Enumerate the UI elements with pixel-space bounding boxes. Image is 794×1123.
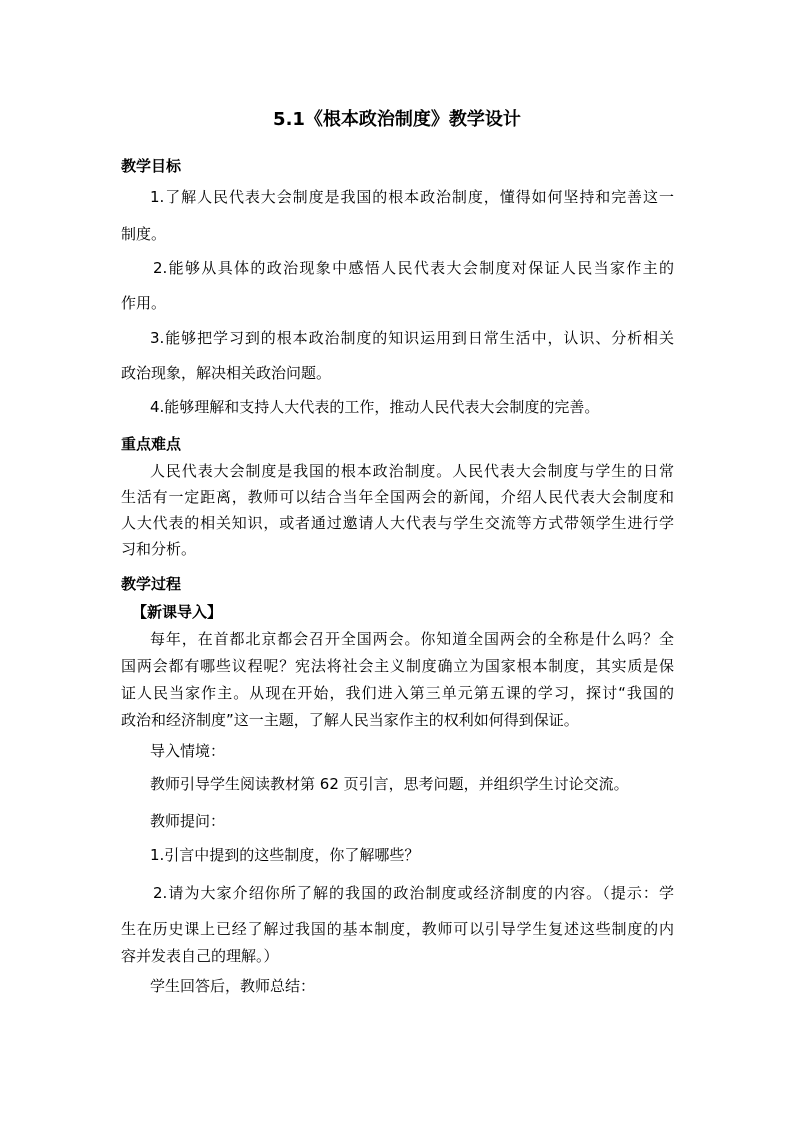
question-2-line-1: 2.请为大家介绍你所了解的我国的政治制度或经济制度的内容。（提示：学 (153, 884, 674, 902)
goal-2-line-2: 作用。 (121, 294, 167, 312)
teacher-question-label: 教师提问： (150, 812, 226, 830)
goal-3-line-1: 3.能够把学习到的根本政治制度的知识运用到日常生活中，认识、分析相关 (150, 329, 674, 347)
intro-situation-label: 导入情境： (150, 742, 226, 760)
intro-paragraph-line-3: 证人民当家作主。从现在开始，我们进入第三单元第五课的学习，探讨“我国的 (121, 684, 674, 702)
key-points-line-4: 习和分析。 (121, 540, 197, 558)
key-points-line-3: 人大代表的相关知识，或者通过邀请人大代表与学生交流等方式带领学生进行学 (121, 514, 674, 532)
intro-paragraph-line-4: 政治和经济制度”这一主题，了解人民当家作主的权利如何得到保证。 (121, 711, 579, 729)
intro-situation-text: 教师引导学生阅读教材第 62 页引言，思考问题，并组织学生讨论交流。 (150, 775, 629, 793)
question-2-line-2: 生在历史课上已经了解过我国的基本制度，教师可以引导学生复述这些制度的内 (121, 920, 674, 938)
goal-2-line-1: 2.能够从具体的政治现象中感悟人民代表大会制度对保证人民当家作主的 (153, 259, 674, 277)
intro-paragraph-line-2: 国两会都有哪些议程呢？宪法将社会主义制度确立为国家根本制度，其实质是保 (121, 657, 674, 675)
sub-heading-new-lesson-intro: 【新课导入】 (132, 603, 223, 621)
goal-4-line-1: 4.能够理解和支持人大代表的工作，推动人民代表大会制度的完善。 (150, 398, 600, 416)
key-points-line-2: 生活有一定距离，教师可以结合当年全国两会的新闻，介绍人民代表大会制度和 (121, 488, 674, 506)
goal-1-line-2: 制度。 (121, 225, 167, 243)
key-points-line-1: 人民代表大会制度是我国的根本政治制度。人民代表大会制度与学生的日常 (150, 462, 674, 480)
intro-paragraph-line-1: 每年，在首都北京都会召开全国两会。你知道全国两会的全称是什么吗？全 (150, 630, 674, 648)
question-1: 1.引言中提到的这些制度，你了解哪些？ (150, 846, 420, 864)
goal-3-line-2: 政治现象，解决相关政治问题。 (121, 364, 332, 382)
goal-1-line-1: 1.了解人民代表大会制度是我国的根本政治制度，懂得如何坚持和完善这一 (150, 188, 674, 206)
section-heading-goals: 教学目标 (121, 157, 182, 175)
document-title: 5.1《根本政治制度》教学设计 (273, 109, 521, 130)
teacher-summary-intro: 学生回答后，教师总结： (150, 977, 316, 995)
question-2-line-3: 容并发表自己的理解。） (121, 947, 279, 965)
section-heading-process: 教学过程 (121, 575, 182, 593)
section-heading-key-points: 重点难点 (121, 435, 182, 453)
